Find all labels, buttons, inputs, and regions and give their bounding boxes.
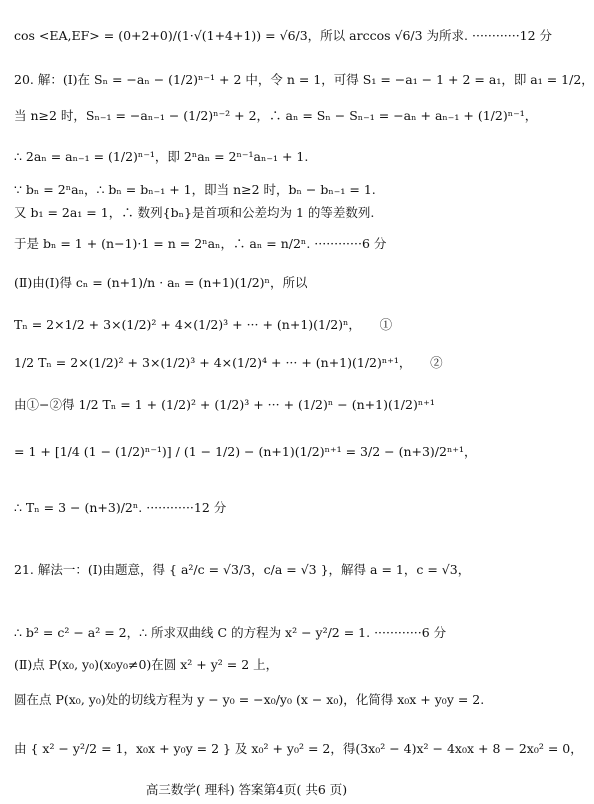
line-9: Tₙ = 2×1/2 + 3×(1/2)² + 4×(1/2)³ + ··· + (n+1)(1/2)ⁿ， ① [14, 317, 393, 332]
line-10: 1/2 Tₙ = 2×(1/2)² + 3×(1/2)³ + 4×(1/2)⁴ + ··· + (n+1)(1/2)ⁿ⁺¹， ② [14, 355, 443, 370]
line-6: 又 b₁ = 2a₁ = 1，∴ 数列{bₙ}是首项和公差均为 1 的等差数列. [14, 205, 375, 220]
line-8: (Ⅱ)由(Ⅰ)得 cₙ = (n+1)/n · aₙ = (n+1)(1/2)ⁿ，所以 [14, 275, 308, 290]
line-12: = 1 + [1/4 (1 − (1/2)ⁿ⁻¹)] / (1 − 1/2) − (n+1)(1/2)ⁿ⁺¹ = 3/2 − (n+3)/2ⁿ⁺¹， [14, 444, 477, 459]
line-3: 当 n≥2 时，Sₙ₋₁ = −aₙ₋₁ − (1/2)ⁿ⁻² + 2，∴ aₙ = Sₙ − Sₙ₋₁ = −aₙ + aₙ₋₁ + (1/2)ⁿ⁻¹， [14, 108, 538, 123]
line-15: ∴ b² = c² − a² = 2，∴ 所求双曲线 C 的方程为 x² − y²/2 = 1. ············6 分 [14, 625, 447, 640]
line-14: 21. 解法一：(Ⅰ)由题意，得 { a²/c = √3/3，c/a = √3 }，解得 a = 1，c = √3， [14, 562, 471, 577]
line-5: ∵ bₙ = 2ⁿaₙ，∴ bₙ = bₙ₋₁ + 1，即当 n≥2 时，bₙ − bₙ₋₁ = 1. [14, 182, 376, 197]
line-11: 由①−②得 1/2 Tₙ = 1 + (1/2)² + (1/2)³ + ··· + (1/2)ⁿ − (n+1)(1/2)ⁿ⁺¹ [14, 397, 435, 412]
line-16: (Ⅱ)点 P(x₀, y₀)(x₀y₀≠0)在圆 x² + y² = 2 上， [14, 657, 279, 672]
line-2: 20. 解：(Ⅰ)在 Sₙ = −aₙ − (1/2)ⁿ⁻¹ + 2 中，令 n = 1，可得 S₁ = −a₁ − 1 + 2 = a₁，即 a₁ = 1/2， [14, 72, 594, 87]
line-7: 于是 bₙ = 1 + (n−1)·1 = n = 2ⁿaₙ，∴ aₙ = n/2ⁿ. ············6 分 [14, 236, 387, 251]
line-1: cos <EA,EF> = (0+2+0)/(1·√(1+4+1)) = √6/3，所以 arccos √6/3 为所求. ············12 分 [14, 28, 553, 43]
line-17: 圆在点 P(x₀, y₀)处的切线方程为 y − y₀ = −x₀/y₀ (x − x₀)，化简得 x₀x + y₀y = 2. [14, 692, 485, 707]
page-footer: 高三数学( 理科) 答案第4页( 共6 页) [145, 782, 348, 797]
line-4: ∴ 2aₙ = aₙ₋₁ = (1/2)ⁿ⁻¹，即 2ⁿaₙ = 2ⁿ⁻¹aₙ₋₁ + 1. [14, 149, 309, 164]
line-18: 由 { x² − y²/2 = 1，x₀x + y₀y = 2 } 及 x₀² + y₀² = 2，得(3x₀² − 4)x² − 4x₀x + 8 − 2x₀² = 0， [14, 741, 583, 756]
line-13: ∴ Tₙ = 3 − (n+3)/2ⁿ. ············12 分 [14, 500, 227, 515]
